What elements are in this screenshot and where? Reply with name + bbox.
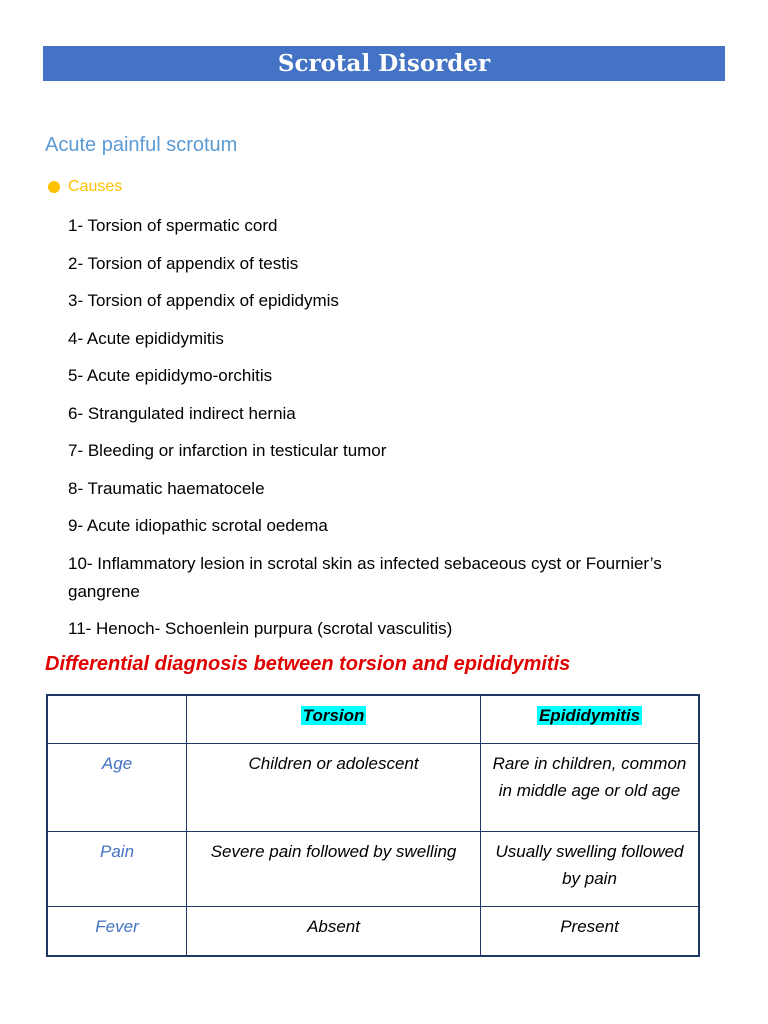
list-item: 10- Inflammatory lesion in scrotal skin as infected sebaceous cyst or Fournier’s gangrene [68, 553, 662, 601]
list-item: 11- Henoch- Schoenlein purpura (scrotal vasculitis) [68, 619, 453, 638]
table-header-row [47, 695, 699, 744]
causes-label: Causes [68, 178, 123, 195]
row-label-age: Age [47, 744, 187, 832]
table-row [47, 907, 699, 957]
header-epididymitis-label: Epididymitis [538, 706, 641, 725]
differential-heading: Differential diagnosis between torsion and epididymitis [45, 653, 571, 675]
page-title: Scrotal Disorder [43, 46, 725, 81]
cell-epididymitis: Rare in children, common in middle age or old age [481, 744, 699, 832]
list-item: 1- Torsion of spermatic cord [68, 216, 278, 235]
cell-torsion: Severe pain followed by swelling [187, 832, 481, 907]
causes-bullet [48, 176, 122, 198]
header-torsion [187, 695, 481, 744]
header-epididymitis [481, 695, 699, 744]
list-item: 7- Bleeding or infarction in testicular tumor [68, 441, 387, 460]
list-item: 9- Acute idiopathic scrotal oedema [68, 516, 328, 535]
list-item: 6- Strangulated indirect hernia [68, 403, 296, 423]
header-empty [47, 695, 187, 744]
list-item: 8- Traumatic haematocele [68, 478, 265, 498]
cell-epididymitis: Present [481, 907, 699, 957]
cell-epididymitis: Usually swelling followed by pain [481, 832, 699, 907]
list-item: 5- Acute epididymo-orchitis [68, 366, 273, 385]
table-row [47, 832, 699, 907]
row-label-fever: Fever [47, 907, 187, 957]
cell-torsion: Absent [187, 907, 481, 957]
list-item: 4- Acute epididymitis [68, 328, 224, 348]
list-item: 3- Torsion of appendix of epididymis [68, 291, 339, 310]
causes-list [68, 212, 738, 653]
table-row [47, 744, 699, 832]
row-label-pain: Pain [47, 832, 187, 907]
bullet-dot-icon [48, 181, 60, 193]
differential-table [46, 694, 700, 957]
cell-torsion: Children or adolescent [187, 744, 481, 832]
list-item: 2- Torsion of appendix of testis [68, 253, 299, 273]
header-torsion-label: Torsion [302, 706, 365, 725]
section-heading: Acute painful scrotum [45, 134, 238, 156]
